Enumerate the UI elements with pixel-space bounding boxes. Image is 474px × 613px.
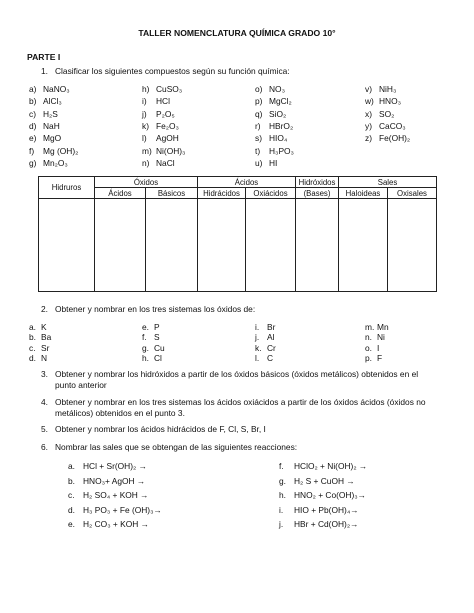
question-number: 1. [41,66,48,76]
reaction-item-text: HNO₃+ AgOH → [83,475,146,486]
header-sales: Sales [339,177,437,188]
question-text: Obtener y nombrar en los tres sistemas los ácidos oxiácidos a partir de los óxidos ácidos (óxidos no metálicos) obtenidos en el punto 3. [55,397,426,418]
subheader-oxiacidos: Oxiácidos [246,188,296,199]
question-6 [41,442,297,452]
element-item-label: h. [142,352,149,363]
reaction-item-text: H₂ CO₃ + KOH → [83,519,149,529]
element-item-label: i. [255,322,260,332]
header-hidruros: Hidruros [39,177,95,199]
compound-item [29,158,68,168]
reaction-item-label: e. [68,519,75,529]
question-text: Nombrar las sales que se obtengan de las siguientes reacciones: [55,442,298,452]
element-item-text: Cl [154,352,162,363]
compound-item [142,109,175,119]
compound-item [29,121,60,131]
element-item [142,322,160,332]
reaction-item-label: c. [68,490,75,500]
element-item [365,343,379,353]
compound-item-label: h) [142,84,150,94]
header-oxidos: Óxidos [95,177,198,188]
element-item-label: k. [255,342,262,353]
element-item-text: Ni [377,332,385,343]
element-item [365,353,382,363]
question-text: Obtener y nombrar en los tres sistemas los óxidos de: [55,304,256,314]
compound-item-text: SO₂ [379,108,395,119]
compound-item-text: MgCl₂ [269,96,292,107]
reaction-item-label: g. [279,475,286,486]
element-item-text: P [154,322,160,332]
compound-item-text: NaH [43,120,60,131]
element-item [365,332,385,342]
element-item [142,343,165,353]
element-item-text: F [377,352,383,363]
compound-item-label: z) [365,133,372,144]
subheader-acidos: Ácidos [95,188,146,199]
reaction-item [68,505,162,515]
element-item [29,322,47,332]
compound-item-text: Mn₂O₃ [43,157,68,168]
element-item-label: n. [365,332,372,343]
compound-item-text: NO₃ [269,84,285,94]
element-item [29,353,47,363]
subheader-haloideas: Haloideas [339,188,388,199]
compound-item-text: H₂S [43,108,58,119]
reaction-item [68,461,147,471]
compound-item-text: P₂O₅ [156,108,175,119]
compound-item-label: l) [142,133,147,144]
reaction-item-label: b. [68,475,75,486]
element-item-text: S [154,332,160,343]
table-cell-empty[interactable] [198,199,246,292]
reaction-item-label: f. [279,461,284,471]
element-item-text: Br [267,322,276,332]
reaction-item-label: j. [279,519,284,529]
element-item-label: d. [29,352,36,363]
element-item-text: Mn [377,322,389,332]
compound-item [142,84,182,94]
question-1 [41,66,290,76]
question-5 [41,424,266,434]
compound-item [365,109,394,119]
reaction-item-text: HNO₂ + Co(OH)₃→ [294,490,367,500]
compound-item [142,96,170,106]
element-item-label: g. [142,342,149,353]
compound-item-label: x) [365,108,372,119]
compound-item [255,96,292,106]
element-item-label: b. [29,332,36,343]
compound-item-label: s) [255,133,262,144]
compound-item [255,158,277,168]
table-cell-empty[interactable] [388,199,437,292]
table-cell-empty[interactable] [296,199,339,292]
compound-item [142,146,185,156]
question-number: 3. [41,369,48,379]
element-item [255,322,275,332]
compound-item [142,133,179,143]
compound-item [365,121,406,131]
subheader-bases: (Bases) [296,188,339,199]
reaction-item-label: a. [68,461,75,471]
compound-item [255,109,286,119]
compound-item [365,84,396,94]
compound-item-text: HCl [156,96,170,107]
reaction-item-text: HClO₂ + Ni(OH)₂ → [294,461,368,471]
table-cell-empty[interactable] [95,199,146,292]
compound-item [255,84,285,94]
element-item-text: Al [267,332,275,343]
element-item-label: e. [142,322,149,332]
element-item-text: C [267,352,274,363]
compound-item [255,133,287,143]
table-cell-empty[interactable] [339,199,388,292]
reaction-item [279,490,366,500]
compound-item [365,133,410,143]
compound-item [142,121,179,131]
compound-item-text: NaNO₃ [43,84,70,94]
question-number: 6. [41,442,48,452]
reaction-item-label: i. [279,504,284,515]
compound-item-label: b) [29,96,37,107]
compound-item-label: v) [365,84,372,94]
element-item [255,353,273,363]
reaction-item [279,505,359,515]
element-item-text: Ba [41,332,52,343]
question-4 [41,397,441,418]
compound-item-text: HBrO₂ [269,120,294,131]
compound-item-text: NaCl [156,157,175,168]
element-item-label: c. [29,342,36,353]
question-number: 2. [41,304,48,314]
reaction-item-text: H₃ PO₃ + Fe (OH)₃→ [83,504,162,515]
element-item-label: p. [365,352,372,363]
question-number: 4. [41,397,48,407]
compound-item [29,133,61,143]
subheader-basicos: Básicos [146,188,198,199]
element-item-label: o. [365,342,372,353]
compound-item-label: n) [142,157,150,168]
reaction-item-text: H₂ SO₄ + KOH → [83,490,149,500]
compound-item [29,109,58,119]
element-item [255,332,274,342]
compound-item [142,158,175,168]
compound-item-text: Fe₂O₃ [156,120,179,131]
element-item-text: Sr [41,342,50,353]
compound-item-text: NiH₃ [379,84,397,94]
subheader-oxisales: Oxisales [388,188,437,199]
element-item-text: Cu [154,342,165,353]
compound-item-text: AlCl₃ [43,96,62,107]
compound-item-label: g) [29,157,37,168]
compound-item-text: Ni(OH)₃ [156,145,186,156]
reaction-item-label: d. [68,504,75,515]
compound-item [29,146,78,156]
compound-item-label: a) [29,84,37,94]
compound-item-text: HI [269,157,278,168]
compound-item-text: Fe(OH)₂ [379,133,411,144]
reaction-item-label: h. [279,490,286,500]
compound-item-text: MgO [43,133,62,144]
element-item-label: m. [365,322,375,332]
compound-item-label: o) [255,84,263,94]
section-heading: PARTE I [27,52,61,62]
compound-item-text: CuSO₃ [156,84,183,94]
question-number: 5. [41,424,48,434]
compound-item-label: f) [29,145,35,156]
table-cell-empty[interactable] [39,199,95,292]
element-item [142,353,162,363]
compound-item-label: r) [255,120,261,131]
element-item-label: a. [29,322,36,332]
element-item [142,332,160,342]
subheader-hidracidos: Hidrácidos [198,188,246,199]
element-item [255,343,276,353]
compound-item-label: q) [255,108,263,119]
compound-item-label: d) [29,120,37,131]
compound-item-label: u) [255,157,263,168]
classification-table [38,176,437,292]
reaction-item-text: HIO + Pb(OH)₄→ [294,504,359,515]
element-item [29,343,49,353]
element-item [365,322,389,332]
reaction-item-text: HCl + Sr(OH)₂ → [83,461,147,471]
reaction-item [279,461,367,471]
question-text: Obtener y nombrar los hidróxidos a partir de los óxidos básicos (óxidos metálicos) obtenidos en el punto anterior [55,369,419,390]
compound-item [255,146,294,156]
compound-item [29,96,62,106]
compound-item [255,121,293,131]
compound-item-label: p) [255,96,263,107]
element-item-label: l. [255,352,260,363]
compound-item-label: t) [255,145,261,156]
compound-item-label: e) [29,133,37,144]
compound-item-text: HNO₃ [379,96,402,107]
compound-item-text: H₃PO₃ [269,145,294,156]
element-item-text: K [41,322,47,332]
compound-item-label: y) [365,120,372,131]
compound-item-label: k) [142,120,149,131]
reaction-item [279,519,358,529]
element-item-label: f. [142,332,147,343]
element-item [29,332,51,342]
reaction-item [279,476,355,486]
question-text: Clasificar los siguientes compuestos según su función química: [55,66,290,76]
table-cell-empty[interactable] [246,199,296,292]
reaction-item-text: HBr + Cd(OH)₂→ [294,519,359,529]
header-acidos: Ácidos [198,177,296,188]
compound-item-label: w) [365,96,374,107]
reaction-item [68,519,149,529]
reaction-item [68,476,145,486]
element-item-label: j. [255,332,260,343]
compound-item-text: CaCO₃ [379,120,406,131]
question-2 [41,304,255,314]
reaction-item [68,490,149,500]
compound-item-label: c) [29,108,36,119]
element-item-text: I [377,342,380,353]
header-hidroxidos: Hidróxidos [296,177,339,188]
reaction-item-text: H₂ S + CuOH → [294,475,355,486]
question-text: Obtener y nombrar los ácidos hidrácidos de F, Cl, S, Br, I [55,424,266,434]
compound-item-label: i) [142,96,147,107]
element-item-text: Cr [267,342,276,353]
compound-item [365,96,401,106]
compound-item [29,84,70,94]
element-item-text: N [41,352,48,363]
compound-item-label: j) [142,108,147,119]
question-3 [41,369,441,390]
compound-item-text: SiO₂ [269,108,287,119]
compound-item-text: Mg (OH)₂ [43,145,79,156]
table-cell-empty[interactable] [146,199,198,292]
compound-item-text: AgOH [156,133,179,144]
compound-item-label: m) [142,145,152,156]
compound-item-text: HIO₄ [269,133,288,144]
page-title: TALLER NOMENCLATURA QUÍMICA GRADO 10° [138,28,336,38]
